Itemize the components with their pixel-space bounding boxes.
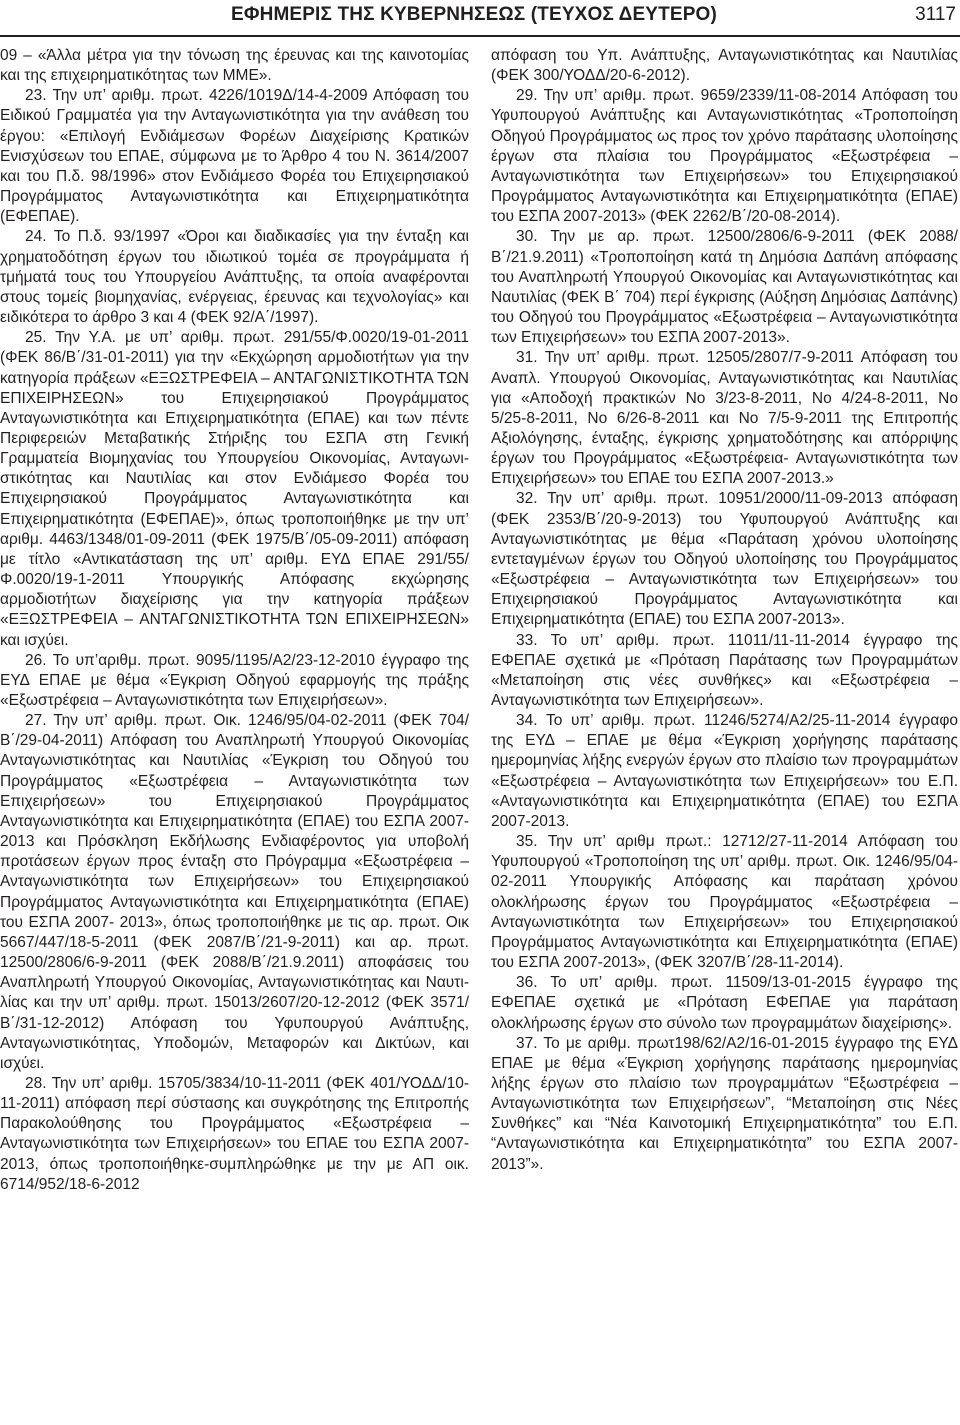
paragraph: 25. Την Υ.Α. με υπ’ αριθμ. πρωτ. 291/55/Φ.0020/19-01-2011 (ΦΕΚ 86/Β΄/31-01-2011) για την «Εκχώρηση αρμοδιοτήτων για την κατηγορία πράξεων «ΕΞΩΣΤΡΕΦΕΙΑ – ΑΝΤΑΓΩΝΙΣΤΙΚΟΤΗΤΑ ΤΩΝ ΕΠΙΧΕΙΡΗΣΕΩΝ» του Επιχειρησιακού Προγράμματος Ανταγωνιστικότητα και Επιχειρηματικότητα (ΕΠΑΕ) και των πέντε Περιφερειών Μεταβατικής Στήριξης του ΕΣΠΑ στη Γενική Γραμματεία Βιομηχανίας του Υπουργείου Οικονομίας, Ανταγωνιστικότητας και Ναυτιλίας και στον Ενδιάμεσο Φορέα του Επιχειρησιακού Προγράμματος Ανταγωνιστικότητα και Επιχειρηματικότητα (ΕΦΕΠΑΕ)», όπως τροποποιήθηκε με την υπ’ αριθμ. 4463/1348/01-09-2011 (ΦΕΚ 1975/Β΄/05-09-2011) απόφαση με τίτλο «Αντικατάσταση της υπ’ αριθμ. ΕΥΔ ΕΠΑΕ 291/55/Φ.0020/19-1-2011 Υπουργικής Απόφασης εκχώρησης αρμοδιοτήτων διαχείρισης για την κατηγορία πράξεων «ΕΞΩΣΤΡΕΦΕΙΑ – ΑΝΤΑΓΩΝΙΣΤΙΚΟΤΗΤΑ ΤΩΝ ΕΠΙΧΕΙΡΗΣΕΩΝ» και ισχύει. — [0, 329, 469, 649]
paragraph: 29. Την υπ’ αριθμ. πρωτ. 9659/2339/11-08-2014 Απόφαση του Υφυπουργού Ανάπτυξης και Ανταγωνιστικότητας «Τροποποίηση Οδηγού Προγράμματος ως προς τον χρόνο παράτασης υλοποίησης έργων στα πλαίσια του Προγράμματος «Εξωστρέφεια – Ανταγωνιστικότητα των Επιχειρήσεων» του Επιχειρησιακού Προγράμματος Ανταγωνιστικότητα και Επιχειρηματικότητα (ΕΠΑΕ) του ΕΣΠΑ 2007-2013» (ΦΕΚ 2262/Β΄/20-08-2014). — [491, 87, 958, 226]
paragraph: 30. Την με αρ. πρωτ. 12500/2806/6-9-2011 (ΦΕΚ 2088/Β΄/21.9.2011) «Τροποποίηση κατά τη Δημόσια Δαπάνη απόφασης του Αναπληρωτή Υπουργού Οικονομίας και Ανταγωνιστικότητας και Ναυτιλίας (ΦΕΚ Β΄ 704) περί έγκρισης (Αύξηση Δημόσιας Δαπάνης) του Οδηγού του Προγράμματος «Εξωστρέφεια – Ανταγωνιστικότητα των Επιχειρήσεων» του ΕΣΠΑ 2007-2013». — [491, 228, 958, 347]
gazette-title: ΕΦΗΜΕΡΙΣ ΤΗΣ ΚΥΒΕΡΝΗΣΕΩΣ (ΤΕΥΧΟΣ ΔΕΥΤΕΡΟ) — [231, 4, 717, 25]
paragraph: 28. Την υπ’ αριθμ. 15705/3834/10-11-2011 (ΦΕΚ 401/ΥΟΔΔ/10-11-2011) απόφαση περί σύστασης και συγκρότησης της Επιτροπής Παρακολούθησης του Προγράμματος «Εξωστρέφεια – Ανταγωνιστικότητα των Επιχειρήσεων» του ΕΠΑΕ του ΕΣΠΑ 2007-2013, όπως τροποποιήθηκε-συμπληρώθηκε με την με ΑΠ οικ. 6714/952/18-6-2012 — [0, 1074, 469, 1193]
paragraph: 27. Την υπ’ αριθμ. πρωτ. Οικ. 1246/95/04-02-2011 (ΦΕΚ 704/Β΄/29-04-2011) Απόφαση του Αναπληρωτή Υπουργού Οικονομίας Ανταγωνιστικότητας και Ναυτιλίας «Έγκριση του Οδηγού του Προγράμματος «Εξωστρέφεια – Ανταγωνιστικότητα των Επιχειρήσεων» του Επιχειρησιακού Προγράμματος Ανταγωνιστικότητα και Επιχειρηματικότητα (ΕΠΑΕ) του ΕΣΠΑ 2007-2013 και Πρόσκληση Εκδήλωσης Ενδιαφέροντος για υποβολή προτάσεων έργων προς ένταξη στο Πρόγραμμα «Εξωστρέφεια – Ανταγωνιστικότητα των Επιχειρήσεων» του Επιχειρησιακού Προγράμματος Ανταγωνιστικότητα και Επιχειρηματικότητα (ΕΠΑΕ) του ΕΣΠΑ 2007- 2013», όπως τροποποιήθηκε με τις αρ. πρωτ. Οικ 5667/447/18-5-2011 (ΦΕΚ 2087/Β΄/21-9-2011) και αρ. πρωτ. 12500/2806/6-9-2011 (ΦΕΚ 2088/Β΄/21.9.2011) αποφάσεις του Αναπληρωτή Υπουργού Οικονομίας, Ανταγωνιστικότητας και Ναυτιλίας και την υπ’ αριθμ. πρωτ. 15013/2607/20-12-2012 (ΦΕΚ 3571/Β΄/31-12-2012) Απόφαση του Υφυπουργού Ανάπτυξης, Ανταγωνιστικότητας, Υποδομών, Μεταφορών και Δικτύων, και ισχύει. — [0, 712, 469, 1072]
paragraph: 34. Το υπ’ αριθμ. πρωτ. 11246/5274/Α2/25-11-2014 έγγραφο της ΕΥΔ – ΕΠΑΕ με θέμα «Έγκριση χορήγησης παράτασης ημερομηνίας λήξης ενεργών έργων στο πλαίσιο των προγραμμάτων «Εξωστρέφεια – Ανταγωνιστικότητα των Επιχειρήσεων» του Ε.Π. «Ανταγωνιστικότητα και Επιχειρηματικότητα (ΕΠΑΕ) του ΕΣΠΑ 2007-2013. — [491, 712, 958, 830]
paragraph: 23. Την υπ’ αριθμ. πρωτ. 4226/1019Δ/14-4-2009 Απόφαση του Ειδικού Γραμματέα για την Ανταγωνιστικότητα για την ανάθεση του έργου: «Επιλογή Ενδιάμεσων Φορέων Διαχείρισης Κρατικών Ενισχύσεων του ΕΠΑΕ, σύμφωνα με το Άρθρο 4 του Ν. 3614/2007 και του Π.δ. 98/1996» στον Ενδιάμεσο Φορέα του Επιχειρησιακού Προγράμματος Ανταγωνιστικότητα και Επιχειρηματικότητα (ΕΦΕΠΑΕ). — [0, 87, 469, 226]
paragraph: απόφαση του Υπ. Ανάπτυξης, Ανταγωνιστικότητας και Ναυτιλίας (ΦΕΚ 300/ΥΟΔΔ/20-6-2012). — [491, 47, 958, 85]
paragraph: 37. Το με αριθμ. πρωτ198/62/Α2/16-01-2015 έγγραφο της ΕΥΔ ΕΠΑΕ με θέμα «Έγκριση χορήγησης παράτασης ημερομηνίας λήξης έργων στο πλαίσιο των προγραμμάτων “Εξωστρέφεια – Ανταγωνιστικότητα των Επιχειρήσεων”, “Μεταποίηση στις Νέες Συνθήκες” και “Νέα Καινοτομική Επιχειρηματικότητα” του Ε.Π. “Ανταγωνιστικότητα και Επιχειρηματικότητα” του ΕΣΠΑ 2007-2013”». — [491, 1034, 958, 1173]
left-column — [0, 46, 469, 1195]
paragraph: 26. Το υπ’αριθμ. πρωτ. 9095/1195/Α2/23-12-2010 έγγραφο της ΕΥΔ ΕΠΑΕ με θέμα «Έγκριση Οδηγού εφαρμογής της πράξης «Εξωστρέφεια – Ανταγωνιστικότητα των Επιχειρήσεων». — [0, 651, 469, 709]
paragraph: 32. Την υπ’ αριθμ. πρωτ. 10951/2000/11-09-2013 απόφαση (ΦΕΚ 2353/Β΄/20-9-2013) του Υφυπουργού Ανάπτυξης και Ανταγωνιστικότητας με θέμα «Παράταση χρόνου υλοποίησης εντεταγμένων έργων του Οδηγού υλοποίησης του Προγράμματος «Εξωστρέφεια – Ανταγωνιστικότητα των Επιχειρήσεων» του Επιχειρησιακού Προγράμματος Ανταγωνιστικότητα και Επιχειρηματικότητα (ΕΠΑΕ) του ΕΣΠΑ 2007-2013». — [491, 490, 958, 629]
page-header — [0, 0, 960, 40]
header-divider — [0, 35, 960, 37]
paragraph: 24. Το Π.δ. 93/1997 «Όροι και διαδικασίες για την ένταξη και χρηματοδότηση έργων του ιδιωτικού τομέα σε προγράμματα ή τμήματά τους του Υπουργείου Ανάπτυξης, τα οποία αναφέρονται στους τομείς βιομηχανίας, ενέργειας, έρευνας και τεχνολογίας» και ειδικότερα το άρθρο 3 και 4 (ΦΕΚ 92/Α΄/1997). — [0, 228, 469, 327]
paragraph: 09 – «Άλλα μέτρα για την τόνωση της έρευνας και της καινοτομίας και της επιχειρηματικότητας των ΜΜΕ». — [0, 47, 469, 85]
paragraph: 33. Το υπ’ αριθμ. πρωτ. 11011/11-11-2014 έγγραφο της ΕΦΕΠΑΕ σχετικά με «Πρόταση Παράτασης των Προγραμμάτων «Μεταποίηση στις νέες συνθήκες» και «Εξωστρέφεια – Ανταγωνιστικότητα των Επιχειρήσεων». — [491, 631, 958, 709]
page-number: 3117 — [915, 4, 956, 25]
right-column — [491, 46, 958, 1175]
paragraph: 36. Το υπ’ αριθμ. πρωτ. 11509/13-01-2015 έγγραφο της ΕΦΕΠΑΕ σχετικά με «Πρόταση ΕΦΕΠΑΕ για παράταση ολοκλήρωσης έργων στο σύνολο των προγραμμάτων διαχείρισης». — [491, 974, 958, 1032]
paragraph: 31. Την υπ’ αριθμ. πρωτ. 12505/2807/7-9-2011 Απόφαση του Αναπλ. Υπουργού Οικονομίας, Ανταγωνιστικότητας και Ναυτιλίας για «Αποδοχή πρακτικών Νο 3/23-8-2011, Νο 4/24-8-2011, Νο 5/25-8-2011, Νο 6/26-8-2011 και Νο 7/5-9-2011 της Επιτροπής Αξιολόγησης, ένταξης, έγκρισης χρηματοδότησης και απόρριψης έργων του Προγράμματος «Εξωστρέφεια- Ανταγωνιστικότητα των Επιχειρήσεων» του ΕΠΑΕ του ΕΣΠΑ 2007-2013.» — [491, 349, 958, 488]
paragraph: 35. Την υπ’ αριθμ πρωτ.: 12712/27-11-2014 Απόφαση του Υφυπουργού «Τροποποίηση της υπ’ αριθμ. πρωτ. Οικ. 1246/95/04-02-2011 Υπουργικής Απόφασης και παράταση χρόνου ολοκλήρωσης έργων του Προγράμματος «Εξωστρέφεια – Ανταγωνιστικότητα των Επιχειρήσεων» του Επιχειρησιακού Προγράμματος Ανταγωνιστικότητα και Επιχειρηματικότητα (ΕΠΑΕ) του ΕΣΠΑ 2007-2013», (ΦΕΚ 3207/Β΄/28-11-2014). — [491, 833, 958, 972]
